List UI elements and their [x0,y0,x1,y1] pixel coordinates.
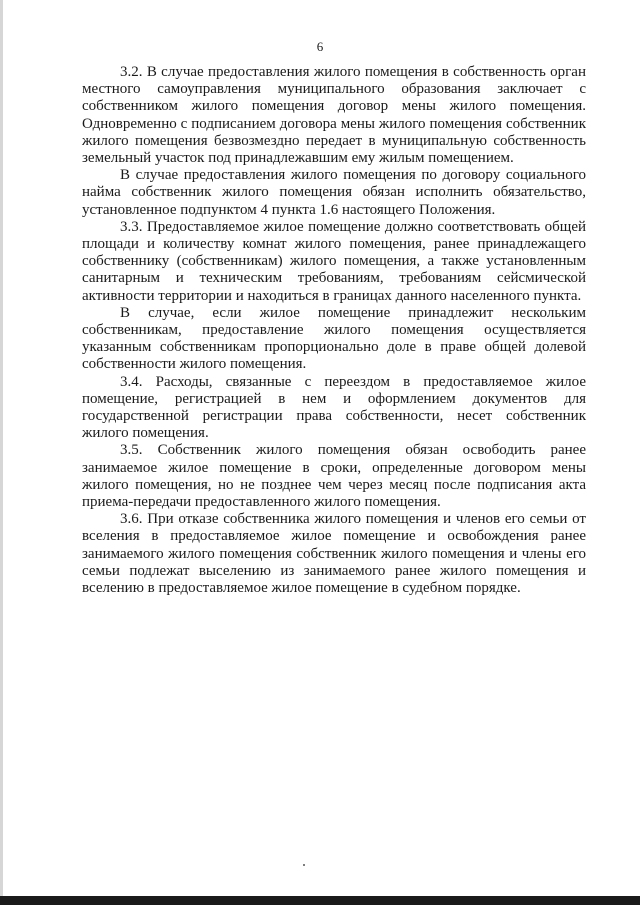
paragraph-3-3: 3.3. Предоставляемое жилое помещение должно соответствовать общей площади и количеству комнат жилого помещения, ранее принадлежащего собственнику (собственникам) жилого помещения, а также установленным санитарным и техническим требованиям, требованиям сейсмической активности территории и находиться в границах данного населенного пункта. [82,218,586,304]
document-body [82,64,586,597]
paragraph-3-5: 3.5. Собственник жилого помещения обязан освободить ранее занимаемое жилое помещение в сроки, определенные договором мены жилого помещения, но не позднее чем через месяц после подписания акта приема-передачи предоставленного жилого помещения. [82,442,586,511]
scan-edge-bottom [0,896,640,905]
paragraph-3-4: 3.4. Расходы, связанные с переездом в предоставляемое жилое помещение, регистрацией в нем и оформлением документов для государственной регистрации права собственности, несет собственник жилого помещения. [82,373,586,442]
paragraph-3-2-social-lease: В случае предоставления жилого помещения по договору социального найма собственник жилого помещения обязан исполнить обязательство, установленное подпунктом 4 пункта 1.6 настоящего Положения. [82,167,586,218]
page-number: 6 [316,39,324,54]
paragraph-3-2: 3.2. В случае предоставления жилого помещения в собственность орган местного самоуправления муниципального образования заключает с собственником жилого помещения договор мены жилого помещения. Одновременно с подписанием договора мены жилого помещения собственник жилого помещения безвозмездно передает в муниципальную собственность земельный участок под принадлежавшим ему жилым помещением. [82,64,586,167]
paragraph-3-3-multiple-owners: В случае, если жилое помещение принадлежит нескольким собственникам, предоставление жилого помещения осуществляется указанным собственникам пропорционально доле в праве общей долевой собственности жилого помещения. [82,304,586,373]
scan-speck [303,864,305,866]
scan-edge-left [0,0,3,905]
paragraph-3-6: 3.6. При отказе собственника жилого помещения и членов его семьи от вселения в предоставляемое жилое помещение и освобождения ранее занимаемого жилого помещения собственник жилого помещения и члены его семьи подлежат выселению из занимаемого ранее жилого помещения и вселению в предоставляемое жилое помещение в судебном порядке. [82,511,586,597]
